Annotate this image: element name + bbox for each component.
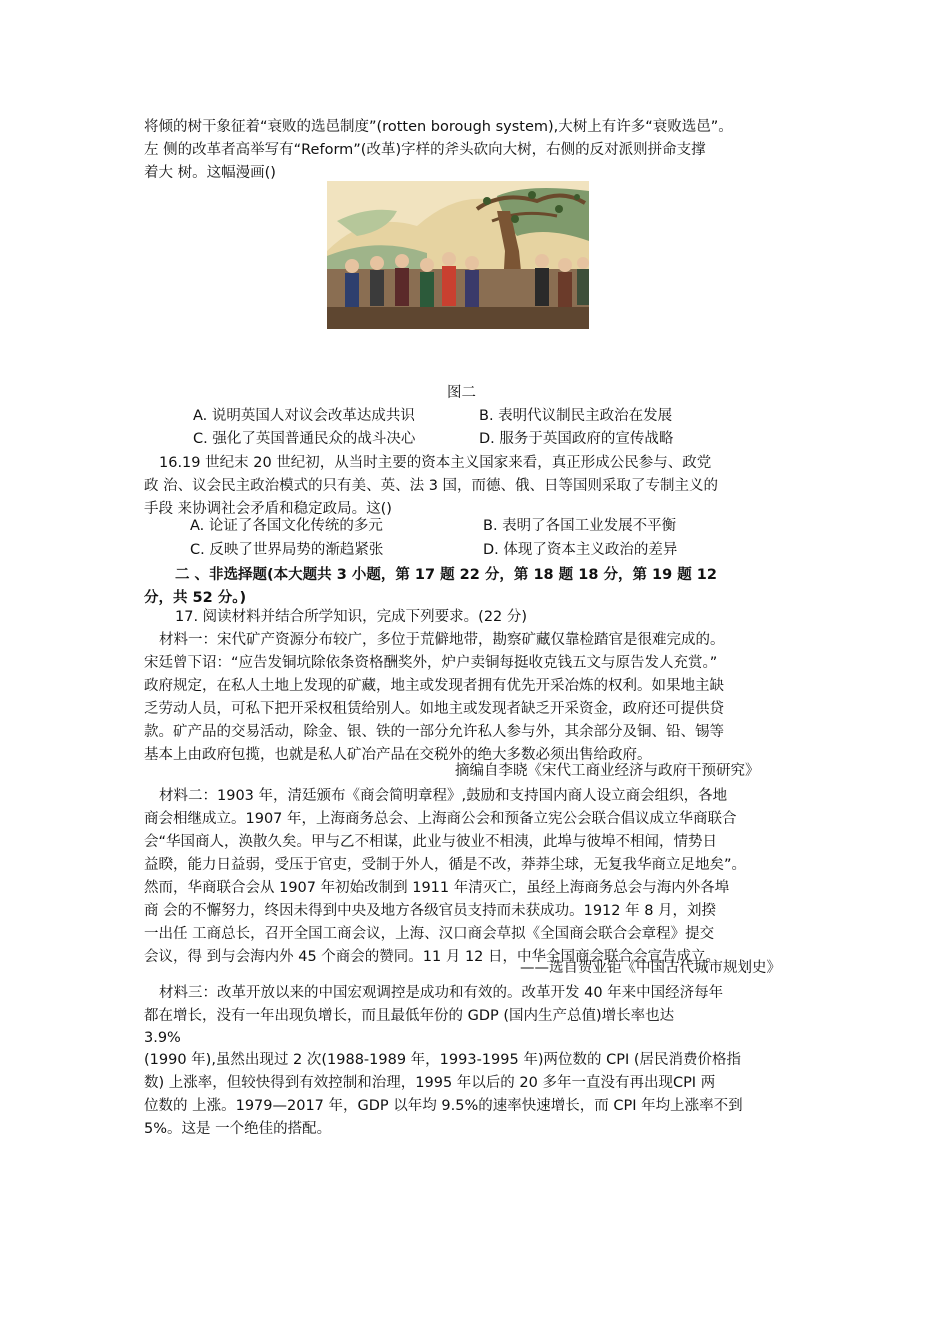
q16-option-b: B. 表明了各国工业发展不平衡 — [483, 518, 677, 534]
section-2-heading-line-2: 分，共 52 分。) — [144, 590, 247, 606]
material-2-line: 商会相继成立。1907 年，上海商务总会、上海商公会和预备立宪公会联合倡议成立华商联合 — [144, 811, 737, 827]
material-1-source: 摘编自李晓《宋代工商业经济与政府干预研究》 — [455, 763, 760, 779]
material-2-source: ——选自贺业钜《中国古代城市规划史》 — [520, 960, 781, 976]
material-1-line: 宋廷曾下诏：“应告发铜坑除依条资格酬奖外，炉户卖铜每挺收克钱五文与原告发人充赏。” — [144, 655, 718, 671]
material-2-line: 会“华国商人，涣散久矣。甲与乙不相谋，此业与彼业不相洟，此埠与彼埠不相闻，情势日 — [144, 834, 718, 850]
q17-stem: 17. 阅读材料并结合所学知识，完成下列要求。(22 分) — [175, 609, 528, 625]
material-2-line: 然而，华商联合会从 1907 年初始改制到 1911 年清灭亡，虽经上海商务总会与海内外各埠 — [144, 880, 730, 896]
intro-line-2: 左 侧的改革者高举写有“Reform”(改革)字样的斧头砍向大树，右侧的反对派则拼命支撑 — [144, 142, 706, 158]
material-3-line: 都在增长，没有一年出现负增长，而且最低年份的 GDP (国内生产总值)增长率也达 — [144, 1008, 675, 1024]
q16-option-d: D. 体现了资本主义政治的差异 — [483, 542, 678, 558]
material-1-line: 材料一：宋代矿产资源分布较广，多位于荒僻地带，勘察矿藏仅靠检踏官是很难完成的。 — [159, 632, 725, 648]
intro-line-3: 着大 树。这幅漫画() — [144, 165, 276, 181]
material-2-line: 益睽，能力日益弱，受压于官吏，受制于外人，循是不改，莽莽尘球，无复我华商立足地矣”。 — [144, 857, 747, 873]
q16-stem-line-2: 政 治、议会民主政治模式的只有美、英、法 3 国，而德、俄、日等国则采取了专制主义的 — [144, 478, 719, 494]
material-3-line: 3.9% — [144, 1030, 181, 1046]
reform-cartoon-image — [327, 181, 589, 329]
material-1-line: 政府规定，在私人土地上发现的矿藏，地主或发现者拥有优先开采冶炼的权利。如果地主缺 — [144, 678, 724, 694]
q15-option-c: C. 强化了英国普通民众的战斗决心 — [193, 431, 416, 447]
material-1-line: 款。矿产品的交易活动，除金、银、铁的一部分允许私人参与外，其余部分及铜、铅、锡等 — [144, 724, 724, 740]
material-3-line: 材料三：改革开放以来的中国宏观调控是成功和有效的。改革开发 40 年来中国经济每年 — [159, 985, 724, 1001]
q16-option-a: A. 论证了各国文化传统的多元 — [190, 518, 383, 534]
q15-option-a: A. 说明英国人对议会改革达成共识 — [193, 408, 415, 424]
intro-line-1: 将倾的树干象征着“衰败的选邑制度”(rotten borough system),大树上有许多“衰败选邑”。 — [144, 119, 733, 135]
figure-caption: 图二 — [447, 385, 476, 401]
material-2-line: 一出任 工商总长，召开全国工商会议，上海、汉口商会草拟《全国商会联合会章程》提交 — [144, 926, 715, 942]
section-2-heading-line-1: 二 、非选择题(本大题共 3 小题，第 17 题 22 分，第 18 题 18 分，第 19 题 12 — [175, 567, 717, 583]
material-2-line: 商 会的不懈努力，终因未得到中央及地方各级官员支持而未获成功。1912 年 8 月，刘揆 — [144, 903, 717, 919]
material-3-line: 5%。这是 一个绝佳的搭配。 — [144, 1121, 332, 1137]
q15-option-b: B. 表明代议制民主政治在发展 — [479, 408, 673, 424]
q16-stem-line-1: 16.19 世纪末 20 世纪初，从当时主要的资本主义国家来看，真正形成公民参与、政党 — [159, 455, 712, 471]
material-2-line: 会议，得 到与会海内外 45 个商会的赞同。11 月 12 日，中华全国商会联合会宣告成立。 — [144, 949, 721, 965]
material-3-line: 数) 上涨率，但较快得到有效控制和治理，1995 年以后的 20 多年一直没有再出现CPI 两 — [144, 1075, 716, 1091]
q16-stem-line-3: 手段 来协调社会矛盾和稳定政局。这() — [144, 501, 392, 517]
q15-option-d: D. 服务于英国政府的宣传战略 — [479, 431, 674, 447]
material-3-line: (1990 年),虽然出现过 2 次(1988-1989 年，1993-1995 年)两位数的 CPI (居民消费价格指 — [144, 1052, 741, 1068]
material-1-line: 基本上由政府包揽，也就是私人矿冶产品在交税外的绝大多数必须出售给政府。 — [144, 747, 652, 763]
material-2-line: 材料二：1903 年，清廷颁布《商会简明章程》,鼓励和支持国内商人设立商会组织，各地 — [159, 788, 728, 804]
material-1-line: 乏劳动人员，可私下把开采权租赁给别人。如地主或发现者缺乏开采资金，政府还可提供贷 — [144, 701, 724, 717]
material-3-line: 位数的 上涨。1979—2017 年，GDP 以年均 9.5%的速率快速增长，而 CPI 年均上涨率不到 — [144, 1098, 743, 1114]
q16-option-c: C. 反映了世界局势的渐趋紧张 — [190, 542, 384, 558]
